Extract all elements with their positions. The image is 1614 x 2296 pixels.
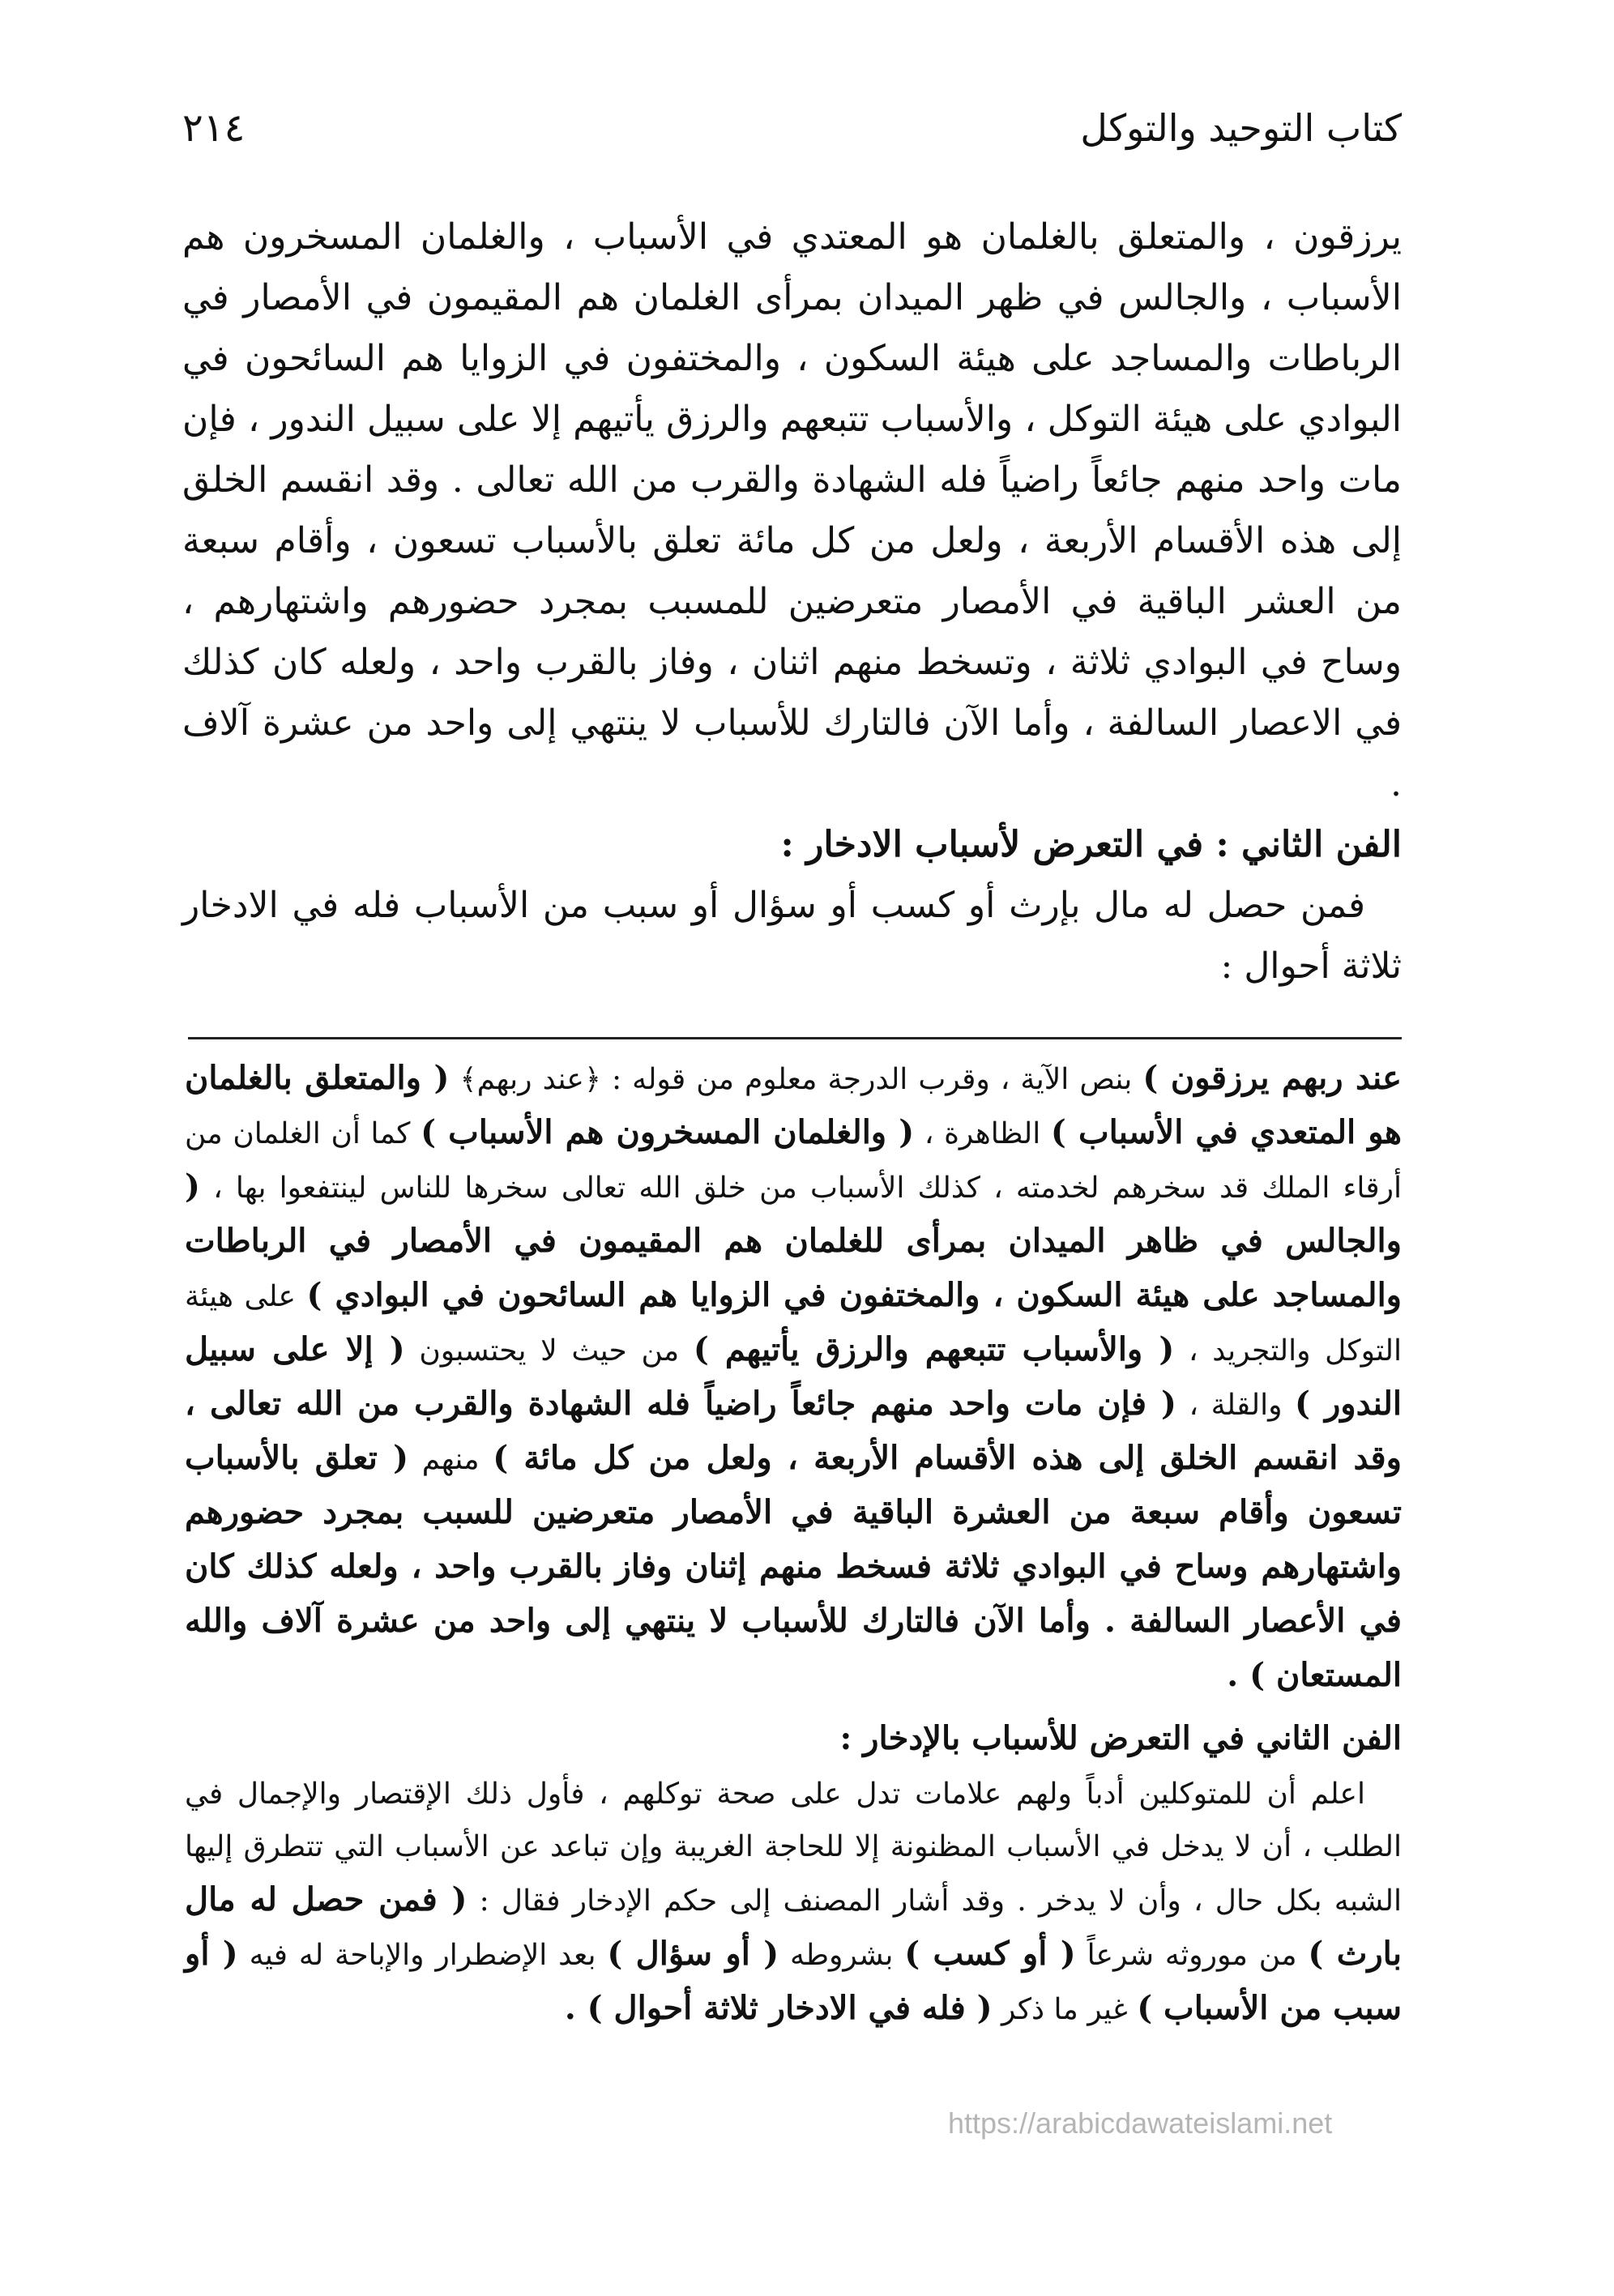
commentary-quoted-text: ( فمن حصل له مال بارث ) [185, 1880, 1402, 1973]
main-paragraph-2: فمن حصل له مال بإرث أو كسب أو سؤال أو سبب من الأسباب فله في الادخار ثلاثة أحوال : [182, 885, 1402, 987]
watermark-url: https://arabicdawateislami.net [948, 2106, 1333, 2140]
commentary-text: والقلة ، [1176, 1389, 1296, 1422]
commentary-text: بنص الآية ، وقرب الدرجة معلوم من قوله : ﴿عند ربهم﴾ [449, 1063, 1143, 1096]
commentary-text: غير ما ذكر [992, 1993, 1138, 2026]
commentary-quoted-text: ( إلا على سبيل الندور ) [185, 1330, 1402, 1423]
commentary-paragraph [185, 1052, 1402, 1703]
commentary-text: من حيث لا يحتسبون [404, 1334, 694, 1368]
running-title: كتاب التوحيد والتوكل [1080, 106, 1402, 150]
commentary-quoted-text: ( تعلق بالأسباب تسعون وأقام سبعة من العشرة الباقية في الأمصار متعرضين للسبب بمجرد حضورهم واشتهارهم وساح في البوادي ثلاثة فسخط منهم إثنان وفاز بالقرب واحد ، ولعله كذلك كان في الأعصار السالفة . وأما الآن فالتارك للأسباب لا ينتهي إلى واحد من عشرة آلاف والله المستعان ) . [185, 1439, 1402, 1694]
commentary-quoted-text: ( أو سبب من الأسباب ) [185, 1935, 1402, 2027]
commentary-text: اعلم أن للمتوكلين أدباً ولهم علامات تدل على صحة توكلهم ، فأول ذلك الإقتصار والإجمال في الطلب ، أن لا يدخل في الأسباب المظنونة إلا للحاجة الغريبة وإن تباعد عن الأسباب التي تتطرق إليها الشبه بكل حال ، وأن لا يدخر . وقد أشار المصنف إلى حكم الإدخار فقال : [185, 1777, 1402, 1918]
main-paragraph: يرزقون ، والمتعلق بالغلمان هو المعتدي في الأسباب ، والغلمان المسخرون هم الأسباب ، والجالس في ظهر الميدان بمرأى الغلمان هم المقيمون في الأمصار في الرباطات والمساجد على هيئة السكون ، والمختفون في الزوايا هم السائحون في البوادي على هيئة التوكل ، والأسباب تتبعهم والرزق يأتيهم إلا على سبيل الندور ، فإن مات واحد منهم جائعاً راضياً فله الشهادة والقرب من الله تعالى . وقد انقسم الخلق إلى هذه الأقسام الأربعة ، ولعل من كل مائة تعلق بالأسباب تسعون ، وأقام سبعة من العشر الباقية في الأمصار متعرضين للمسبب بمجرد حضورهم واشتهارهم ، وساح في البوادي ثلاثة ، وتسخط منهم اثنان ، وفاز بالقرب واحد ، ولعله كان كذلك في الاعصار السالفة ، وأما الآن فالتارك للأسباب لا ينتهي إلى واحد من عشرة آلاف . [182, 216, 1402, 804]
commentary-quoted-text: ( فإن مات واحد منهم جائعاً راضياً فله الشهادة والقرب من الله تعالى ، وقد انقسم الخلق إلى هذه الأقسام الأربعة ، ولعل من كل مائة ) [185, 1385, 1402, 1477]
commentary-text: على هيئة التوكل والتجريد ، [185, 1280, 1403, 1368]
main-text [182, 207, 1402, 996]
commentary-text: كما أن الغلمان من أرقاء الملك قد سخرهم لخدمته ، كذلك الأسباب من خلق الله تعالى سخرها للناس لينتفعوا بها ، [185, 1117, 1402, 1205]
commentary-text: بشروطه [779, 1939, 905, 1972]
commentary-quoted-text: عند ربهم يرزقون ) [1142, 1059, 1402, 1097]
commentary-text: بعد الإضطرار والإباحة له فيه [237, 1939, 608, 1972]
commentary-quoted-text: ( فله في الادخار ثلاثة أحوال ) . [564, 1989, 993, 2027]
page-number: ٢١٤ [182, 105, 246, 151]
commentary-text: منهم [408, 1443, 493, 1476]
commentary-quoted-text: ( أو كسب ) [904, 1935, 1076, 1973]
commentary-quoted-text: ( أو سؤال ) [607, 1935, 779, 1973]
page-header [182, 96, 1402, 160]
commentary-text: الظاهرة ، [914, 1117, 1051, 1150]
commentary-paragraph-2 [185, 1768, 1402, 2036]
commentary-heading: الفن الثاني في التعرض للأسباب بالإدخار : [839, 1719, 1402, 1757]
commentary-text: من موروثه شرعاً [1075, 1939, 1309, 1972]
commentary-quoted-text: ( والجالس في ظاهر الميدان بمرأى للغلمان هم المقيمون في الأمصار في الرباطات والمساجد على هيئة السكون ، والمختفون في الزوايا هم السائحون في البوادي ) [185, 1167, 1403, 1314]
commentary-quoted-text: ( والأسباب تتبعهم والرزق يأتيهم ) [693, 1330, 1175, 1368]
commentary-quoted-text: ( والمتعلق بالغلمان هو المتعدي في الأسباب ) [185, 1059, 1402, 1151]
commentary-quoted-text: ( والغلمان المسخرون هم الأسباب ) [421, 1113, 915, 1151]
commentary-block [185, 1052, 1402, 2036]
section-heading: الفن الثاني : في التعرض لأسباب الادخار : [780, 824, 1402, 865]
footnote-separator [188, 1037, 1402, 1039]
